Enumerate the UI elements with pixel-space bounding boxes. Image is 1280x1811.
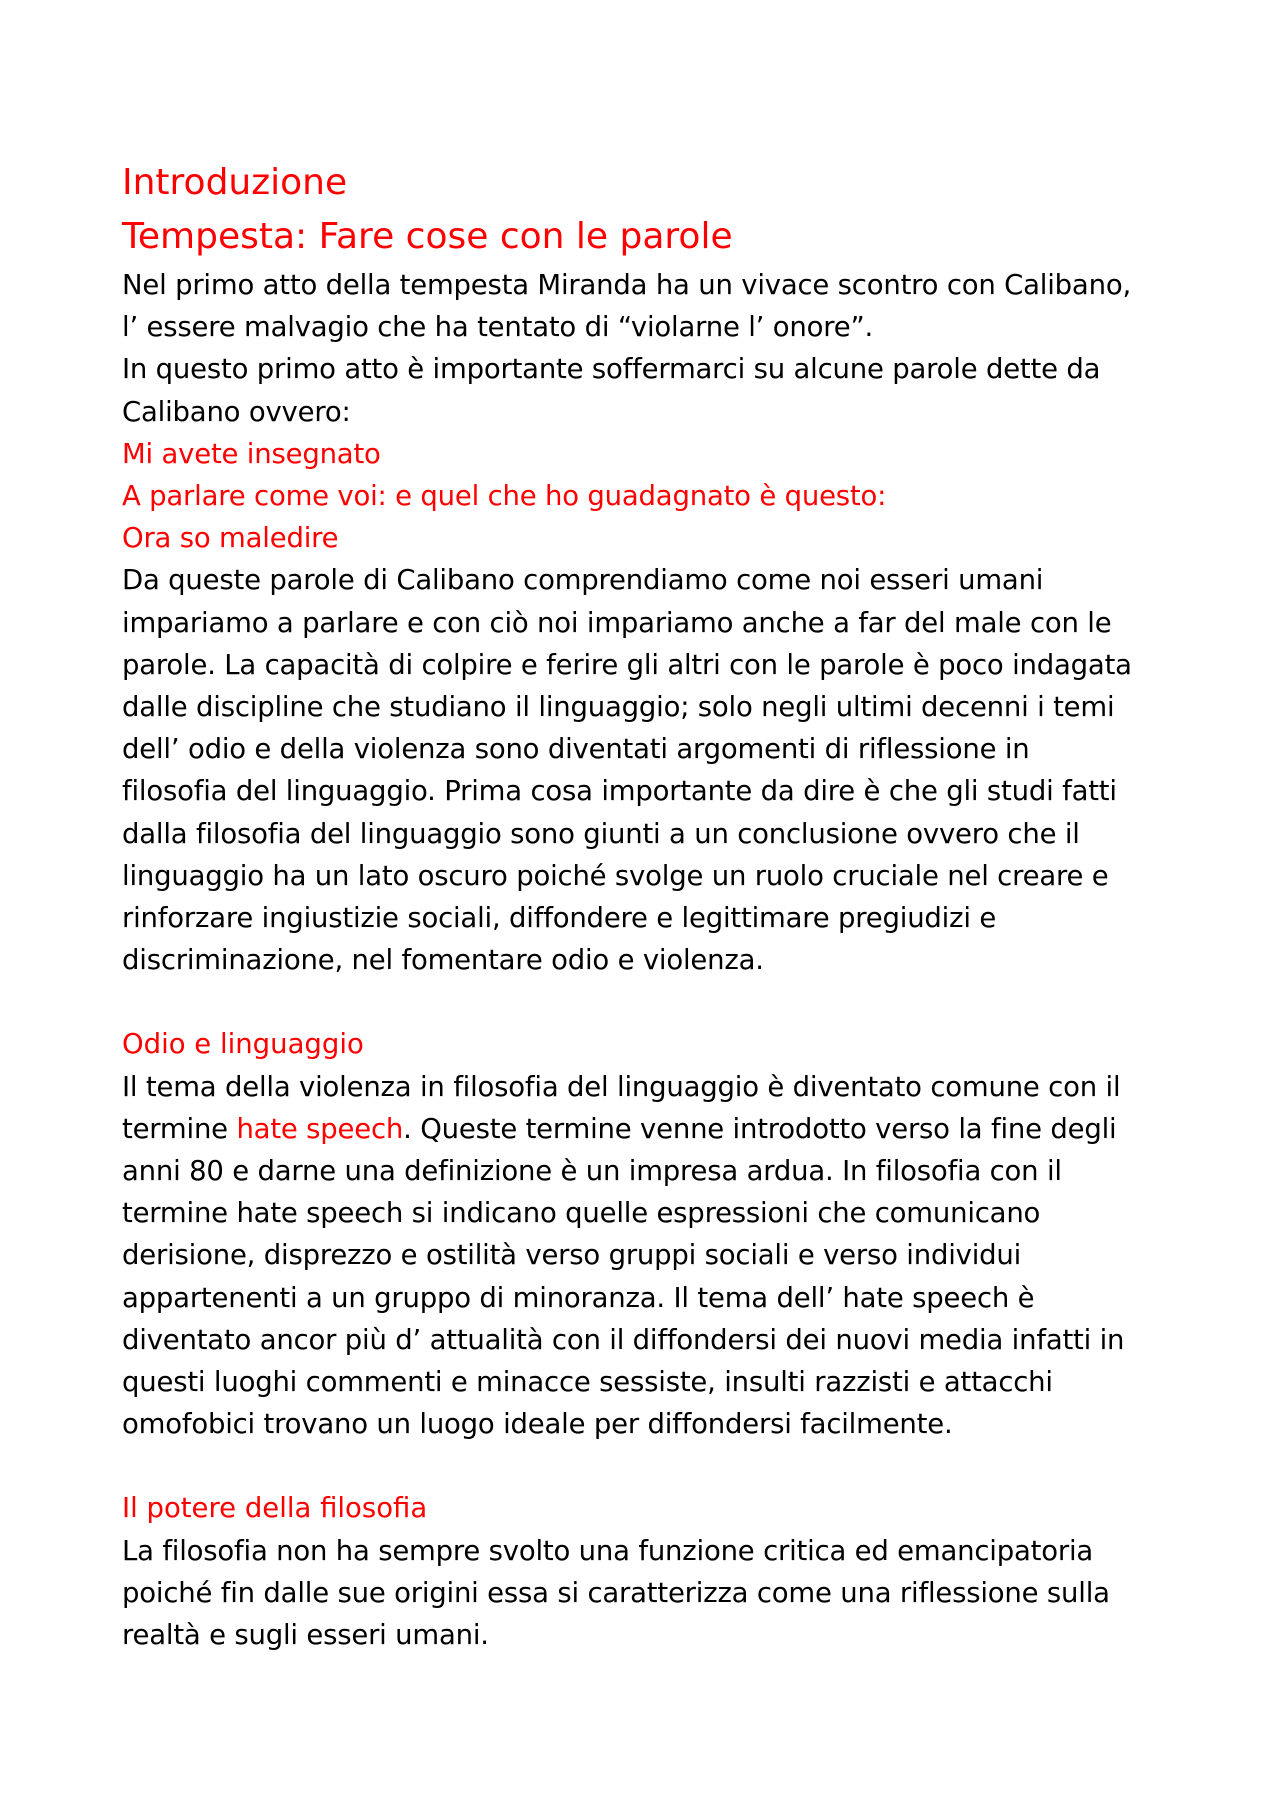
text-line: termine hate speech si indicano quelle espressioni che comunicano <box>122 1197 1041 1230</box>
text-line: Nel primo atto della tempesta Miranda ha un vivace scontro con Calibano, <box>122 269 1131 301</box>
section-title-potere: Il potere della filosofia <box>122 1492 428 1525</box>
text-line: In questo primo atto è importante soffermarci su alcune parole dette da <box>122 353 1101 386</box>
paragraph-spacer <box>122 1445 1172 1487</box>
text-line <box>122 1108 1172 1150</box>
text-line: discriminazione, nel fomentare odio e violenza. <box>122 944 764 977</box>
text-line: La filosofia non ha sempre svolto una funzione critica ed emancipatoria <box>122 1534 1094 1567</box>
quote-line: A parlare come voi: e quel che ho guadagnato è questo: <box>122 480 887 513</box>
potere-paragraph <box>122 1530 1172 1657</box>
text-line: realtà e sugli esseri umani. <box>122 1619 489 1652</box>
text-line: omofobici trovano un luogo ideale per diffondersi facilmente. <box>122 1408 953 1441</box>
hate-speech-highlight: hate speech <box>236 1112 404 1145</box>
body-paragraph <box>122 559 1172 981</box>
paragraph-spacer <box>122 981 1172 1023</box>
text-line: Il tema della violenza in filosofia del linguaggio è diventato comune con il <box>122 1070 1121 1103</box>
quote-line: Mi avete insegnato <box>122 437 381 470</box>
text-line: linguaggio ha un lato oscuro poiché svolge un ruolo cruciale nel creare e <box>122 859 1109 892</box>
text-line: rinforzare ingiustizie sociali, diffondere e legittimare pregiudizi e <box>122 902 997 935</box>
text-line: questi luoghi commenti e minacce sessiste, insulti razzisti e attacchi <box>122 1366 1053 1399</box>
page-subtitle: Tempesta: Fare cose con le parole <box>122 216 733 257</box>
quote-line: Ora so maledire <box>122 522 339 555</box>
text-line: dalla filosofia del linguaggio sono giunti a un conclusione ovvero che il <box>122 817 1080 850</box>
text-line: l’ essere malvagio che ha tentato di “violarne l’ onore”. <box>122 311 874 344</box>
text-line: anni 80 e darne una definizione è un impresa ardua. In filosofia con il <box>122 1155 1062 1188</box>
text-line: Calibano ovvero: <box>122 395 351 428</box>
calibano-quote <box>122 433 1172 560</box>
text-line: dalle discipline che studiano il linguaggio; solo negli ultimi decenni i temi <box>122 691 1115 724</box>
text-line: Da queste parole di Calibano comprendiamo come noi esseri umani <box>122 564 1044 597</box>
text-line: impariamo a parlare e con ciò noi impariamo anche a far del male con le <box>122 606 1112 639</box>
text-line: dell’ odio e della violenza sono diventati argomenti di riflessione in <box>122 733 1030 766</box>
section-title-odio: Odio e linguaggio <box>122 1028 364 1061</box>
text-line: derisione, disprezzo e ostilità verso gruppi sociali e verso individui <box>122 1239 1022 1272</box>
text-fragment: termine <box>122 1112 237 1145</box>
document-body <box>122 156 1172 1656</box>
intro-paragraph <box>122 264 1172 433</box>
page-title: Introduzione <box>122 162 348 203</box>
text-line: diventato ancor più d’ attualità con il diffondersi dei nuovi media infatti in <box>122 1323 1125 1356</box>
text-fragment: . Queste termine venne introdotto verso la fine degli <box>403 1112 1117 1145</box>
text-line: appartenenti a un gruppo di minoranza. Il tema dell’ hate speech è <box>122 1281 1035 1314</box>
text-line: parole. La capacità di colpire e ferire gli altri con le parole è poco indagata <box>122 648 1132 681</box>
odio-paragraph <box>122 1066 1172 1446</box>
text-line: poiché fin dalle sue origini essa si caratterizza come una riflessione sulla <box>122 1576 1110 1609</box>
text-line: filosofia del linguaggio. Prima cosa importante da dire è che gli studi fatti <box>122 775 1117 808</box>
